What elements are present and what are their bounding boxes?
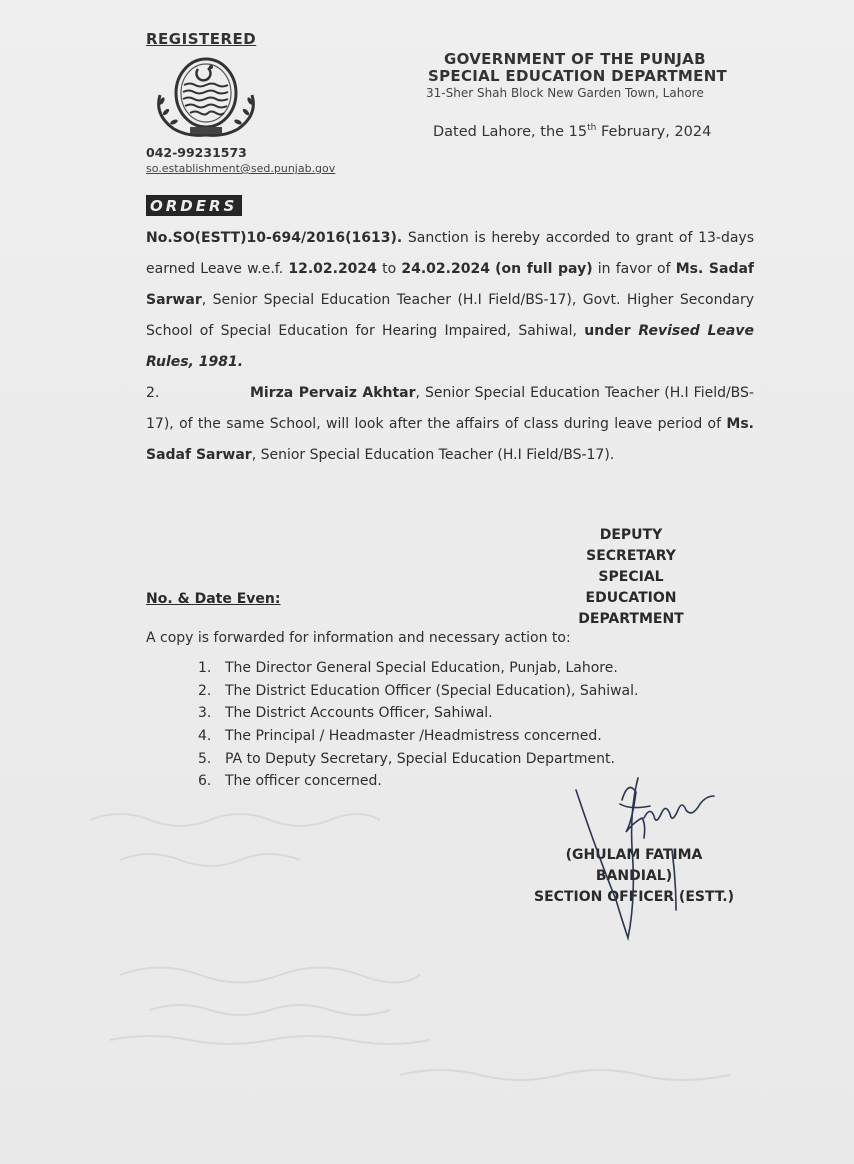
list-num: 6. [198,773,212,790]
order-paragraph-2 [146,378,754,471]
list-item [198,725,638,748]
list-text: PA to Deputy Secretary, Special Education Department. [225,750,615,767]
signatory2-name: (GHULAM FATIMA BANDIAL) [565,847,703,884]
list-item [198,702,638,725]
copy-forwarded-line: A copy is forwarded for information and necessary action to: [146,630,571,646]
orders-heading: ORDERS [146,195,242,216]
paragraph-number: 2. [146,385,160,401]
email-address: so.establishment@sed.punjab.gov [146,162,336,175]
leave-to-date: 24.02.2024 [401,261,490,277]
punjab-government-seal-icon [150,55,262,139]
dated-prefix: Dated Lahore, the 15 [433,123,588,140]
registered-label: REGISTERED [146,30,257,48]
list-item [198,680,638,703]
deputy-secretary-block [560,525,702,630]
list-num: 5. [198,750,212,767]
list-num: 1. [198,660,212,676]
list-text: The District Education Officer (Special Education), Sahiwal. [225,682,639,699]
employee-name-2: Ms. Sadaf Sarwar [146,416,754,463]
order-number: No.SO(ESTT)10-694/2016(1613). [146,230,403,246]
dated-suffix: February, 2024 [596,123,712,140]
list-text: The officer concerned. [225,773,382,790]
under-text: under [584,323,639,339]
signatory1-line3: DEPARTMENT [578,611,684,627]
pay-status: (on full pay) [495,261,593,277]
text: to [376,261,402,277]
text: , Senior Special Education Teacher (H.I Field/BS-17), of the same School, will look after the affairs of class during leave period of [146,385,754,432]
handwritten-signature [560,770,740,950]
list-num: 2. [198,682,212,699]
text: , Senior Special Education Teacher (H.I Field/BS-17). [251,447,615,463]
government-title: GOVERNMENT OF THE PUNJAB [444,50,706,68]
department-address: 31-Sher Shah Block New Garden Town, Lahore [426,86,704,100]
leave-from-date: 12.02.2024 [288,261,377,277]
list-num: 3. [198,705,212,722]
employee-name: Ms. Sadaf Sarwar [146,261,755,308]
list-text: The District Accounts Officer, Sahiwal. [225,705,493,722]
list-item [198,748,638,771]
dated-line [433,123,711,140]
text: Sanction is hereby accorded to grant of 13-days earned Leave w.e.f. [146,230,754,277]
signatory2-title: SECTION OFFICER (ESTT.) [534,889,734,905]
department-title: SPECIAL EDUCATION DEPARTMENT [428,67,728,85]
list-num: 4. [198,728,212,745]
order-paragraph-1 [146,223,754,378]
leave-rules: Revised Leave Rules, 1981. [146,323,754,370]
list-text: The Director General Special Education, Punjab, Lahore. [225,660,618,676]
list-item [198,657,638,680]
signatory1-line2: SPECIAL EDUCATION [585,569,677,606]
list-text: The Principal / Headmaster /Headmistress concerned. [225,728,602,745]
substitute-name: Mirza Pervaiz Akhtar [250,385,416,401]
dated-sup: th [587,123,597,133]
text: , Senior Special Education Teacher (H.I Field/BS-17), Govt. Higher Secondary School of Special Education for Hearing Impaired, Sahiwal, [146,292,754,339]
phone-number: 042-99231573 [146,145,247,160]
no-date-even: No. & Date Even: [146,591,281,607]
signatory1-line1: DEPUTY SECRETARY [586,527,676,564]
text: in favor of [592,261,676,277]
